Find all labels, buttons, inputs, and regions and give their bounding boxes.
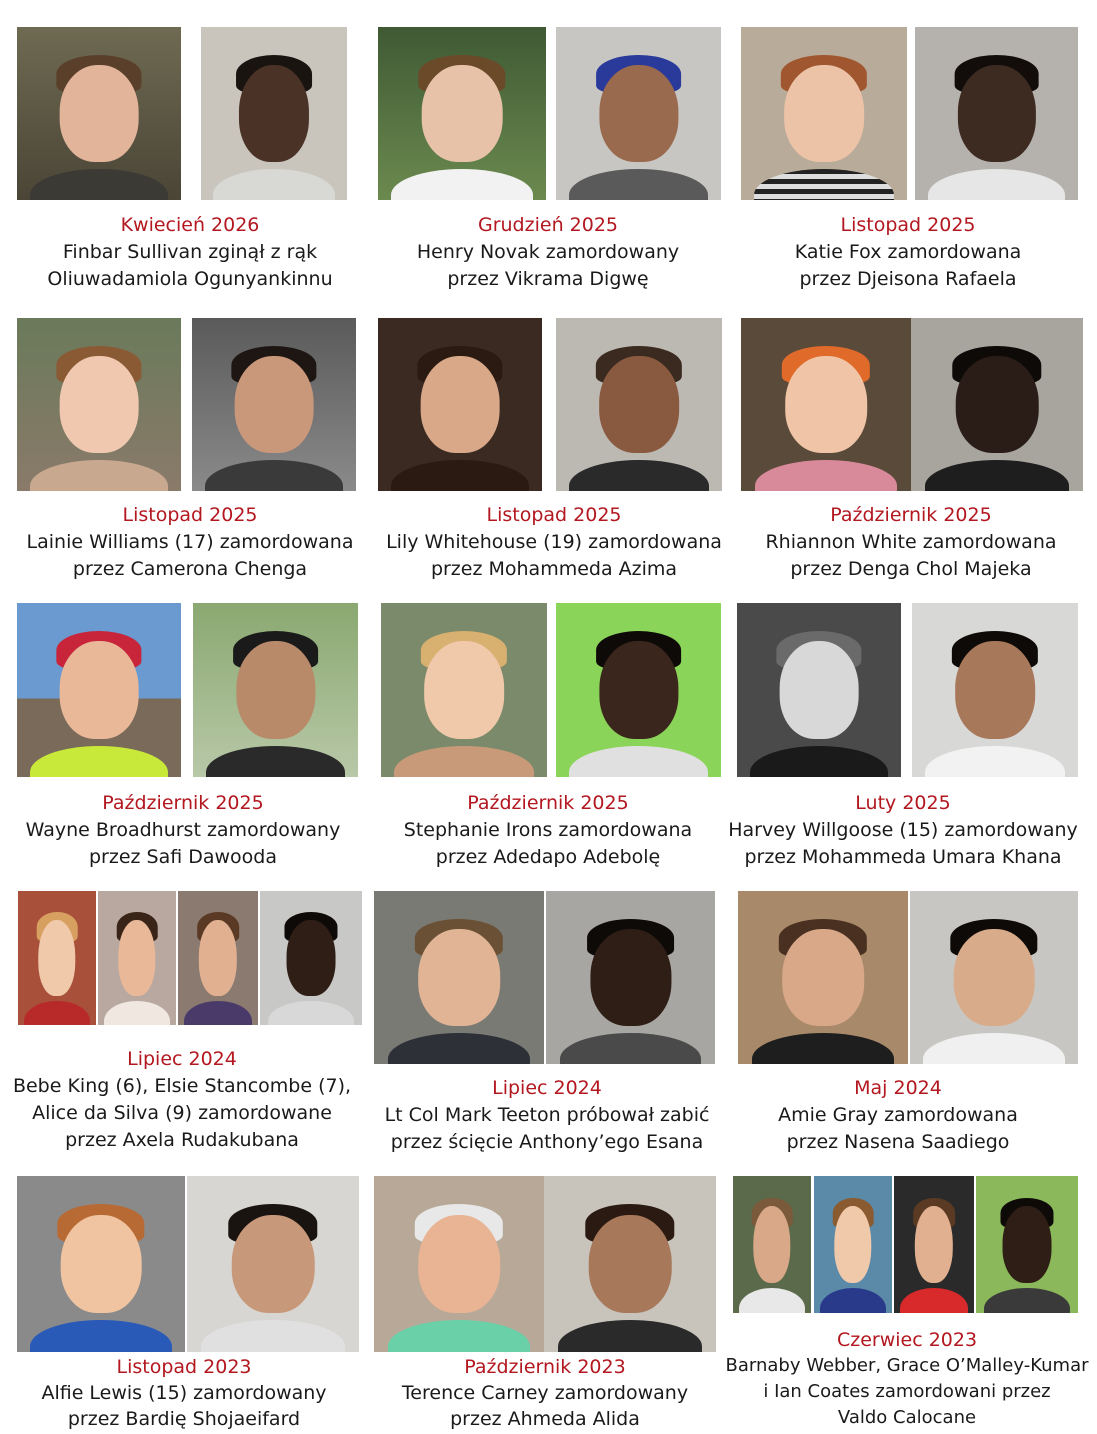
case-text: przez Mohammeda Umara Khana: [744, 846, 1062, 868]
perpetrator-photo: [976, 1176, 1078, 1313]
case-text: przez Axela Rudakubana: [65, 1129, 299, 1151]
case-text: Alfie Lewis (15) zamordowany: [41, 1382, 327, 1404]
victim-photo: [374, 891, 544, 1064]
perpetrator-photo: [260, 891, 362, 1025]
victim-photo: [737, 603, 901, 777]
case-text: Terence Carney zamordowany: [401, 1382, 689, 1404]
victim-photo: [17, 27, 181, 200]
case-text: Rhiannon White zamordowana: [765, 531, 1057, 553]
case-caption: [4, 1046, 360, 1154]
victim-photo: [741, 318, 911, 491]
case-date: Grudzień 2025: [477, 214, 618, 236]
perpetrator-photo: [187, 1176, 359, 1352]
case-text: Lainie Williams (17) zamordowana: [26, 531, 354, 553]
case-text: i Ian Coates zamordowani przez: [763, 1381, 1051, 1402]
case-caption: [369, 1075, 725, 1156]
case-caption: [370, 212, 726, 293]
victim-photo: [894, 1176, 974, 1313]
case-text: Finbar Sullivan zginął z rąk: [62, 241, 318, 263]
case-caption: [376, 502, 732, 583]
case-text: przez Adedapo Adebolę: [435, 846, 661, 868]
perpetrator-photo: [544, 1176, 716, 1352]
perpetrator-photo: [192, 318, 356, 491]
victim-photo: [98, 891, 176, 1025]
case-date: Październik 2025: [830, 504, 992, 526]
victim-photo: [733, 1176, 811, 1313]
victim-photo: [17, 318, 181, 491]
victim-photo: [374, 1176, 544, 1352]
case-text: przez Camerona Chenga: [72, 558, 308, 580]
case-text: przez Ahmeda Alida: [450, 1408, 640, 1430]
case-date: Lipiec 2024: [492, 1077, 602, 1099]
case-text: Amie Gray zamordowana: [778, 1104, 1018, 1126]
perpetrator-photo: [911, 318, 1083, 491]
perpetrator-photo: [193, 603, 358, 777]
case-date: Kwiecień 2026: [120, 214, 260, 236]
case-text: przez Nasena Saadiego: [786, 1131, 1010, 1153]
case-text: Barnaby Webber, Grace O’Malley-Kumar: [725, 1355, 1089, 1376]
case-text: Katie Fox zamordowana: [794, 241, 1022, 263]
case-text: Alice da Silva (9) zamordowane: [32, 1102, 332, 1124]
case-date: Czerwiec 2023: [836, 1329, 978, 1351]
case-caption: [725, 790, 1081, 871]
case-caption: [12, 212, 368, 293]
perpetrator-photo: [556, 318, 722, 491]
case-caption: [733, 502, 1089, 583]
perpetrator-photo: [201, 27, 347, 200]
case-text: przez Bardię Shojaeifard: [67, 1408, 301, 1430]
victim-photo: [17, 603, 181, 777]
victim-photo: [381, 603, 547, 777]
case-text: przez ścięcie Anthony’ego Esana: [390, 1131, 704, 1153]
case-text: Bebe King (6), Elsie Stancombe (7),: [12, 1075, 352, 1097]
case-text: przez Djeisona Rafaela: [799, 268, 1017, 290]
case-caption: [367, 1354, 723, 1432]
case-caption: [12, 502, 368, 583]
case-text: przez Mohammeda Azima: [430, 558, 678, 580]
victim-photo: [18, 891, 96, 1025]
case-text: Henry Novak zamordowany: [416, 241, 680, 263]
case-caption: [722, 1327, 1092, 1431]
case-text: Harvey Willgoose (15) zamordowany: [728, 819, 1078, 841]
case-text: Lily Whitehouse (19) zamordowana: [386, 531, 722, 553]
victim-photo: [814, 1176, 892, 1313]
case-text: przez Denga Chol Majeka: [790, 558, 1032, 580]
perpetrator-photo: [915, 27, 1078, 200]
case-date: Listopad 2023: [116, 1356, 252, 1378]
victim-photo: [378, 27, 546, 200]
case-date: Lipiec 2024: [127, 1048, 237, 1070]
victim-photo: [178, 891, 258, 1025]
case-date: Maj 2024: [854, 1077, 942, 1099]
case-date: Listopad 2025: [840, 214, 976, 236]
perpetrator-photo: [912, 603, 1078, 777]
case-date: Październik 2023: [464, 1356, 626, 1378]
case-caption: [6, 1354, 362, 1432]
victim-photo: [17, 1176, 185, 1352]
victim-photo: [741, 27, 907, 200]
case-caption: [720, 1075, 1076, 1156]
victim-photo: [738, 891, 908, 1064]
case-date: Listopad 2025: [486, 504, 622, 526]
case-date: Październik 2025: [102, 792, 264, 814]
perpetrator-photo: [546, 891, 715, 1064]
case-text: Lt Col Mark Teeton próbował zabić: [384, 1104, 710, 1126]
case-caption: [5, 790, 361, 871]
case-text: Stephanie Irons zamordowana: [403, 819, 693, 841]
case-text: przez Safi Dawooda: [88, 846, 278, 868]
case-caption: [730, 212, 1086, 293]
perpetrator-photo: [556, 27, 721, 200]
victim-photo: [378, 318, 542, 491]
case-text: Oliuwadamiola Ogunyankinnu: [47, 268, 333, 290]
perpetrator-photo: [910, 891, 1078, 1064]
case-text: Wayne Broadhurst zamordowany: [25, 819, 341, 841]
case-text: Valdo Calocane: [837, 1407, 977, 1428]
case-date: Listopad 2025: [122, 504, 258, 526]
case-date: Luty 2025: [855, 792, 951, 814]
case-date: Październik 2025: [467, 792, 629, 814]
case-text: przez Vikrama Digwę: [447, 268, 649, 290]
perpetrator-photo: [556, 603, 721, 777]
case-caption: [370, 790, 726, 871]
